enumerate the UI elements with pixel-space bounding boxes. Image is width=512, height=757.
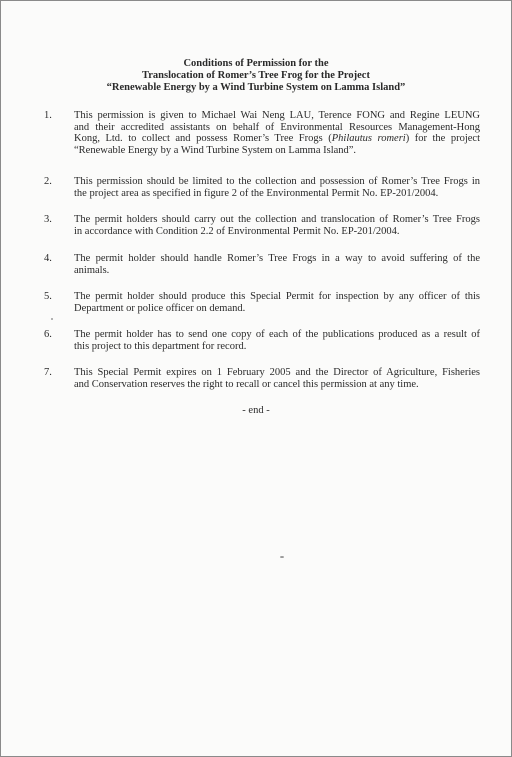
species-name: Philautus romeri	[331, 133, 406, 145]
item-3-number: 3.	[44, 214, 52, 225]
item-1-text	[74, 110, 480, 156]
item-5-line-2: Department or police officer on demand.	[74, 302, 246, 314]
item-4-text	[74, 253, 480, 276]
item-3-text	[74, 214, 480, 237]
title-line-2: Translocation of Romer’s Tree Frog for the Project	[142, 70, 370, 81]
item-6-text	[74, 329, 480, 352]
item-7-number: 7.	[44, 367, 52, 378]
item-2-line-2: the project area as specified in figure 2 of the Environmental Permit No. EP-201/2004.	[74, 187, 439, 199]
title-line-1: Conditions of Permission for the	[183, 58, 329, 69]
item-1-line-2: and their accredited assistants on behalf of Environmental Resources Management-Hong	[74, 121, 480, 133]
item-2-line-1: This permission should be limited to the collection and possession of Romer’s Tree Frogs in	[74, 176, 480, 187]
item-7-line-1: This Special Permit expires on 1 February 2005 and the Director of Agriculture, Fisheries	[74, 367, 480, 378]
item-6-line-2: this project to this department for record.	[74, 340, 247, 352]
item-4-line-1: The permit holder should handle Romer’s Tree Frogs in a way to avoid suffering of the	[74, 253, 480, 264]
item-4-line-2: animals.	[74, 264, 110, 276]
item-3-line-1: The permit holders should carry out the collection and translocation of Romer’s Tree Frogs	[74, 214, 480, 225]
item-7-line-2: and Conservation reserves the right to recall or cancel this permission at any time.	[74, 378, 419, 390]
item-5-text	[74, 291, 480, 314]
end-marker: - end -	[242, 405, 270, 416]
item-5-line-1: The permit holder should produce this Special Permit for inspection by any officer of this	[74, 291, 480, 302]
item-4-number: 4.	[44, 253, 52, 264]
item-1-line-3: Kong, Ltd. to collect and possess Romer’s Tree Frogs (Philautus romeri) for the project	[74, 133, 480, 145]
title-line-3: “Renewable Energy by a Wind Turbine System on Lamma Island”	[106, 82, 406, 93]
item-2-text	[74, 176, 480, 199]
scan-speck	[280, 556, 284, 558]
item-6-line-1: The permit holder has to send one copy of each of the publications produced as a result of	[74, 329, 480, 340]
scan-speck	[51, 318, 53, 320]
item-1-line-1: This permission is given to Michael Wai Neng LAU, Terence FONG and Regine LEUNG	[74, 110, 480, 121]
item-3-line-2: in accordance with Condition 2.2 of Environmental Permit No. EP-201/2004.	[74, 225, 400, 237]
item-1-number: 1.	[44, 110, 52, 121]
item-2-number: 2.	[44, 176, 52, 187]
item-7-text	[74, 367, 480, 390]
item-6-number: 6.	[44, 329, 52, 340]
item-5-number: 5.	[44, 291, 52, 302]
item-1-line-4: “Renewable Energy by a Wind Turbine System on Lamma Island”.	[74, 144, 357, 156]
